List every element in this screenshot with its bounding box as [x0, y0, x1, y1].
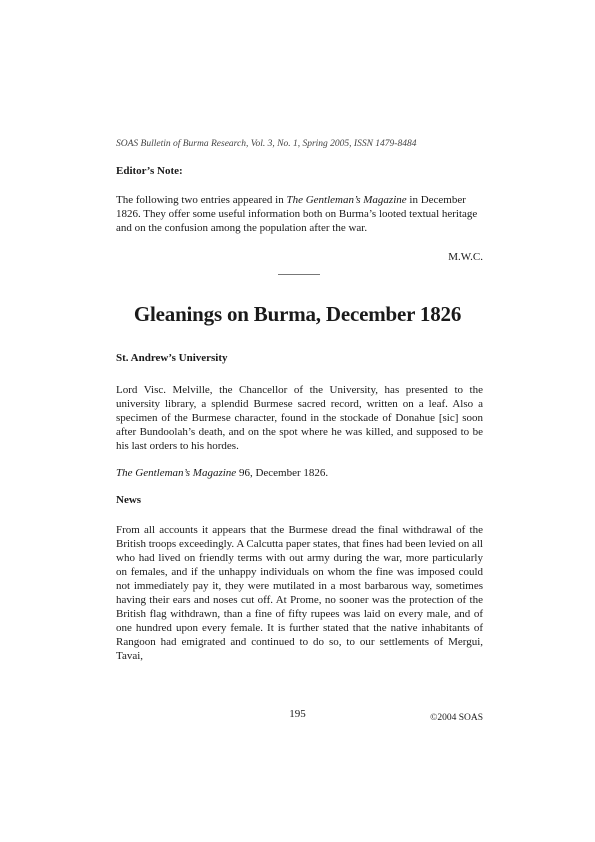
citation [116, 467, 483, 479]
section-paragraph: Lord Visc. Melville, the Chancellor of the University, has presented to the university library, a splendid Burmese sacred record, written on a leaf. Also a specimen of the Burmese character, found in the stockade of Donahue [sic] soon after Bundoolah’s death, and on the spot where he was killed, and supposed to be his last orders to his hordes. [116, 384, 483, 452]
section-heading-news: News [116, 494, 142, 506]
citation-details: 96, December 1826. [236, 467, 329, 479]
copyright-notice: ©2004 SOAS [430, 713, 483, 723]
editor-note-magazine-title: The Gentleman’s Magazine [286, 194, 407, 206]
section-divider [278, 274, 320, 275]
section-paragraph: From all accounts it appears that the Burmese dread the final withdrawal of the British troops exceedingly. A Calcutta paper states, that fines had been levied on all who had lived on friendly terms with out army during the war, more particularly on females, and if the unhappy individuals on whom the fine was imposed could not immediately pay it, they were mutilated in a most barbarous way, sometimes having their ears and noses cut off. At Prome, no sooner was the protection of the British flag withdrawn, than a fine of fifty rupees was laid on every male, and of one hundred upon every female. It is further stated that the native inhabitants of Rangoon had emigrated and continued to do so, to our settlements of Mergui, Tavai, [116, 524, 483, 662]
editor-note-paragraph [116, 193, 483, 235]
running-head: SOAS Bulletin of Burma Research, Vol. 3, No. 1, Spring 2005, ISSN 1479-8484 [116, 139, 417, 149]
citation-magazine-title: The Gentleman’s Magazine [116, 467, 237, 479]
section-heading-st-andrews: St. Andrew’s University [116, 352, 228, 364]
article-title: Gleanings on Burma, December 1826 [133, 302, 462, 326]
editor-note-heading: Editor’s Note: [116, 165, 183, 177]
page-number: 195 [289, 708, 306, 720]
section-body-news [116, 523, 483, 663]
editor-signature: M.W.C. [448, 251, 483, 263]
editor-note-text-start: The following two entries appeared in [116, 194, 287, 206]
section-body-st-andrews [116, 383, 483, 453]
editor-note-text-end: in December 1826. They offer some useful information both on Burma’s looted textual heritage and on the confusion among the population after the war. [116, 194, 478, 234]
